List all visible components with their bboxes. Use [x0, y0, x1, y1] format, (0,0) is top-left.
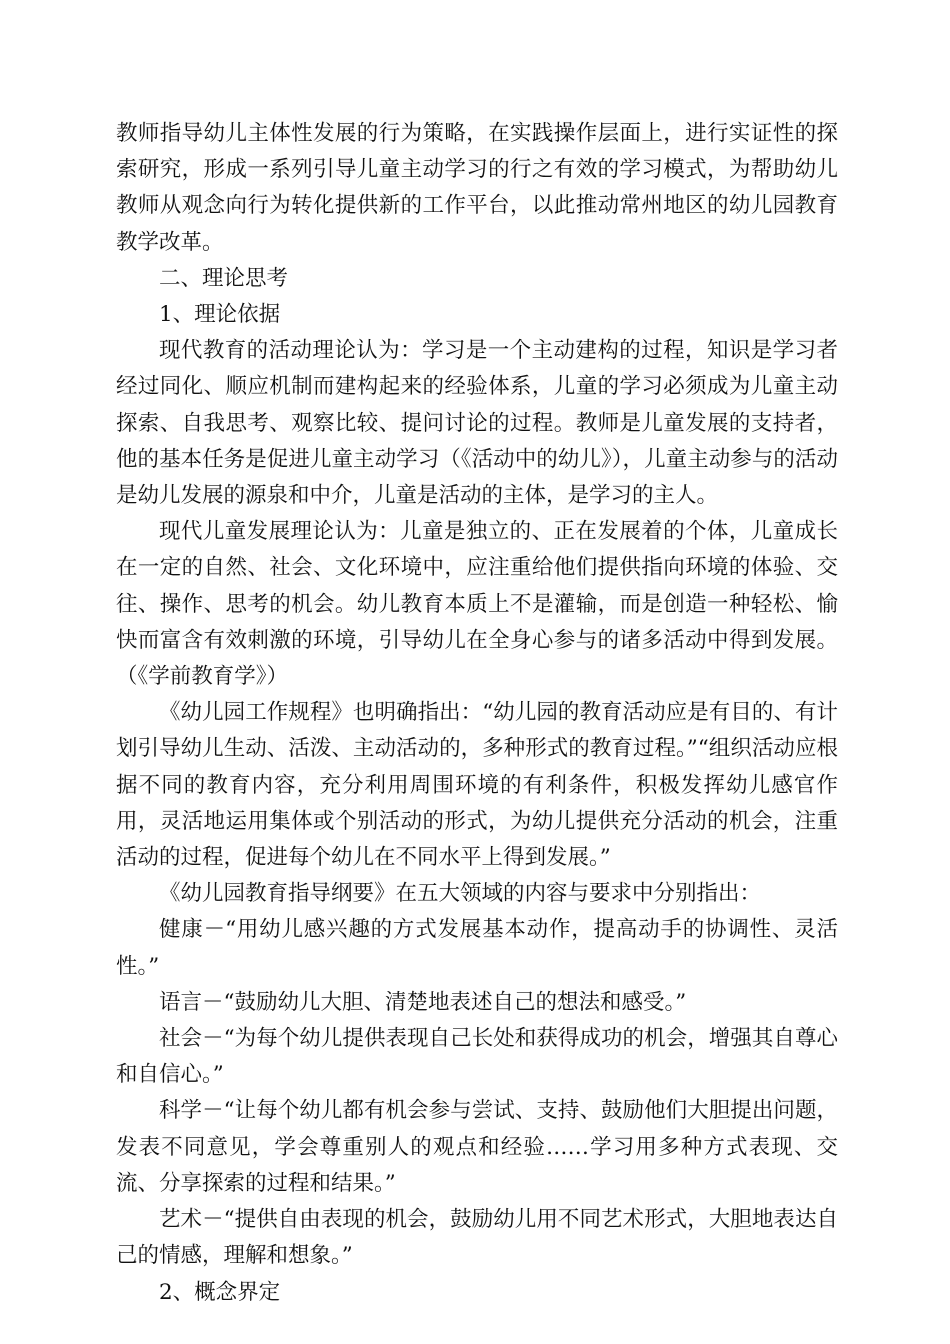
paragraph-art-domain: 艺术－“提供自由表现的机会，鼓励幼儿用不同艺术形式，大胆地表达自己的情感，理解和想象。”	[116, 1207, 838, 1269]
paragraph-language-domain: 语言－“鼓励幼儿大胆、清楚地表述自己的想法和感受。”	[159, 989, 687, 1015]
paragraph-science-domain: 科学－“让每个幼儿都有机会参与尝试、支持、鼓励他们大胆提出问题，发表不同意见，学会尊重别人的观点和经验……学习用多种方式表现、交流、分享探索的过程和结果。”	[116, 1098, 838, 1196]
paragraph-health-domain: 健康－“用幼儿感兴趣的方式发展基本动作，提高动手的协调性、灵活性。”	[116, 917, 838, 979]
paragraph-kindergarten-regulations: 《幼儿园工作规程》也明确指出：“幼儿园的教育活动应是有目的、有计划引导幼儿生动、活泼、主动活动的，多种形式的教育过程。”“组织活动应根据不同的教育内容，充分利用周围环境的有利条件，积极发挥幼儿感官作用，灵活地运用集体或个别活动的形式，为幼儿提供充分活动的机会，注重活动的过程，促进每个幼儿在不同水平上得到发展。”	[116, 700, 838, 871]
paragraph-intro-continuation: 教师指导幼儿主体性发展的行为策略，在实践操作层面上，进行实证性的探索研究，形成一系列引导儿童主动学习的行之有效的学习模式，为帮助幼儿教师从观念向行为转化提供新的工作平台，以此推动常州地区的幼儿园教育教学改革。	[116, 121, 838, 255]
section-heading-theory-thinking: 二、理论思考	[159, 265, 289, 291]
subsection-heading-concept-definition: 2、概念界定	[159, 1279, 281, 1305]
document-page	[116, 116, 838, 1311]
paragraph-guideline-intro: 《幼儿园教育指导纲要》在五大领域的内容与要求中分别指出：	[159, 881, 762, 907]
subsection-heading-theory-basis: 1、理论依据	[159, 302, 281, 328]
paragraph-child-development-theory: 现代儿童发展理论认为：儿童是独立的、正在发展着的个体，儿童成长在一定的自然、社会、文化环境中，应注重给他们提供指向环境的体验、交往、操作、思考的机会。幼儿教育本质上不是灌输，而是创造一种轻松、愉快而富含有效刺激的环境，引导幼儿在全身心参与的诸多活动中得到发展。（《学前教育学》）	[116, 519, 838, 690]
paragraph-social-domain: 社会－“为每个幼儿提供表现自己长处和获得成功的机会，增强其自尊心和自信心。”	[116, 1026, 838, 1088]
paragraph-activity-theory: 现代教育的活动理论认为：学习是一个主动建构的过程，知识是学习者经过同化、顺应机制而建构起来的经验体系，儿童的学习必须成为儿童主动探索、自我思考、观察比较、提问讨论的过程。教师是儿童发展的支持者，他的基本任务是促进儿童主动学习（《活动中的幼儿》），儿童主动参与的活动是幼儿发展的源泉和中介，儿童是活动的主体，是学习的主人。	[116, 338, 838, 509]
